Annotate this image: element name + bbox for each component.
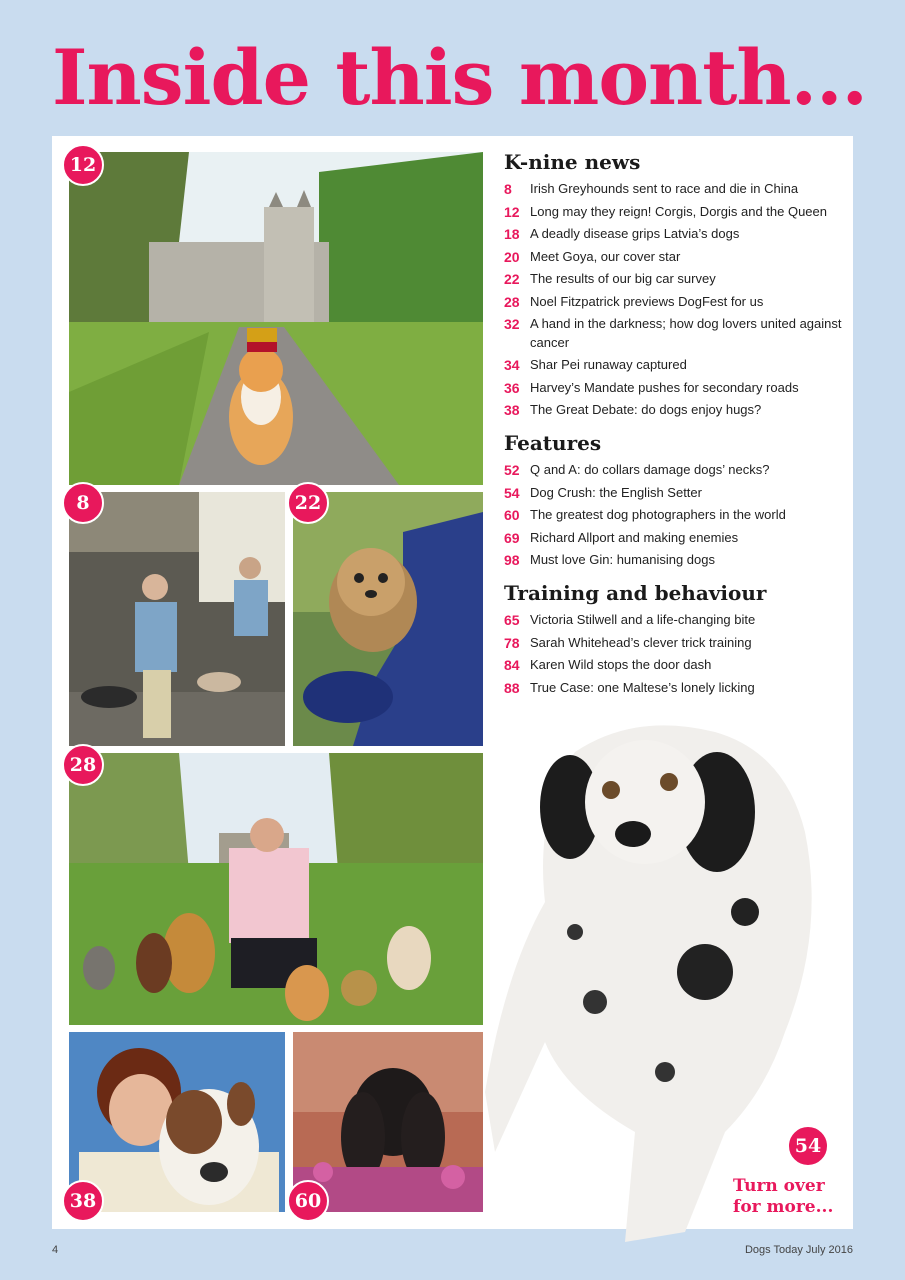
toc-entry[interactable] — [504, 551, 844, 570]
toc-page-number: 65 — [504, 612, 520, 628]
toc-entry[interactable] — [504, 634, 844, 653]
toc-entry-text: True Case: one Maltese’s lonely licking — [530, 679, 755, 695]
toc-entry-text: Shar Pei runaway captured — [530, 357, 687, 372]
toc-page-number: 8 — [504, 181, 512, 197]
page-badge-28: 28 — [62, 744, 104, 786]
toc-entry-text: Irish Greyhounds sent to race and die in China — [530, 181, 799, 196]
toc-entry[interactable] — [504, 203, 844, 222]
toc-section-news — [504, 150, 844, 424]
toc-entry[interactable] — [504, 270, 844, 289]
toc-entry-text: Karen Wild stops the door dash — [530, 657, 712, 672]
english-setter-photo — [485, 712, 845, 1252]
dog-hug-photo — [69, 1032, 285, 1212]
toc-page-number: 98 — [504, 552, 520, 568]
toc-page-number: 20 — [504, 248, 520, 265]
turn-over-note — [733, 1176, 843, 1218]
toc-entry[interactable] — [504, 529, 844, 548]
toc-entry-text: Dog Crush: the English Setter — [530, 484, 702, 500]
page-badge-60: 60 — [287, 1180, 329, 1222]
toc-page-number: 36 — [504, 379, 520, 396]
toc-entry-text: The Great Debate: do dogs enjoy hugs? — [530, 402, 762, 417]
toc-entry[interactable] — [504, 293, 844, 312]
page-badge-22: 22 — [287, 482, 329, 524]
section-title: Features — [504, 431, 602, 455]
footer-publication: Dogs Today July 2016 — [744, 1244, 853, 1256]
toc-entry[interactable] — [504, 315, 844, 352]
toc-entry-text: Must love Gin: humanising dogs — [530, 552, 715, 567]
toc-page-number: 38 — [504, 402, 520, 418]
turn-over-line-2: for more... — [733, 1197, 834, 1217]
toc-entry[interactable] — [504, 506, 844, 525]
toc-entry-text: Victoria Stilwell and a life-changing bite — [530, 612, 756, 627]
toc-entry-text: Noel Fitzpatrick previews DogFest for us — [530, 293, 764, 309]
greyhounds-photo — [69, 492, 285, 746]
toc-entry[interactable] — [504, 679, 844, 698]
toc-page-number: 84 — [504, 657, 520, 673]
toc-entry[interactable] — [504, 379, 844, 398]
toc-entry-text: Sarah Whitehead’s clever trick training — [530, 634, 752, 650]
toc-entry[interactable] — [504, 356, 844, 375]
toc-page-number: 54 — [504, 484, 520, 501]
toc-page-number: 12 — [504, 203, 520, 220]
toc-section-training — [504, 581, 844, 701]
toc-entry-text: The results of our big car survey — [530, 271, 716, 286]
toc-page-number: 69 — [504, 529, 520, 546]
section-title: Training and behaviour — [504, 581, 767, 605]
toc-page-number: 28 — [504, 293, 520, 310]
turn-over-line-1: Turn over — [733, 1176, 825, 1196]
toc-entry[interactable] — [504, 180, 844, 199]
toc-entry[interactable] — [504, 611, 844, 630]
toc-entry-text: Long may they reign! Corgis, Dorgis and the Queen — [530, 203, 828, 219]
toc-page-number: 52 — [504, 462, 520, 478]
dogfest-photo — [69, 753, 483, 1025]
toc-entry[interactable] — [504, 401, 844, 420]
toc-entry-text: A deadly disease grips Latvia’s dogs — [530, 226, 740, 241]
yorkie-car-photo — [293, 492, 483, 746]
toc-section-features — [504, 431, 844, 574]
toc-page-number: 22 — [504, 271, 520, 287]
toc-entry-text: The greatest dog photographers in the world — [530, 507, 786, 522]
footer-page-number: 4 — [52, 1244, 59, 1256]
toc-entry[interactable] — [504, 248, 844, 267]
toc-entry-text: Harvey’s Mandate pushes for secondary roads — [530, 379, 799, 395]
toc-entry-text: Q and A: do collars damage dogs’ necks? — [530, 462, 770, 477]
page-badge-12: 12 — [62, 144, 104, 186]
toc-page-number: 60 — [504, 507, 520, 523]
toc-page-number: 78 — [504, 634, 520, 651]
page-headline: Inside this month... — [52, 33, 867, 122]
toc-entry[interactable] — [504, 656, 844, 675]
page-badge-8: 8 — [62, 482, 104, 524]
toc-entry[interactable] — [504, 461, 844, 480]
section-title: K-nine news — [504, 150, 641, 174]
corgi-castle-photo — [69, 152, 483, 485]
toc-entry-text: Meet Goya, our cover star — [530, 248, 681, 264]
toc-entry-text: Richard Allport and making enemies — [530, 529, 739, 545]
toc-page-number: 32 — [504, 316, 520, 332]
page-badge-54: 54 — [787, 1125, 829, 1167]
toc-entry-text: A hand in the darkness; how dog lovers united against cancer — [530, 316, 842, 350]
toc-entry[interactable] — [504, 225, 844, 244]
page-badge-38: 38 — [62, 1180, 104, 1222]
toc-page-number: 34 — [504, 357, 520, 373]
toc-page-number: 88 — [504, 679, 520, 696]
toc-page-number: 18 — [504, 226, 520, 242]
toc-entry[interactable] — [504, 484, 844, 503]
